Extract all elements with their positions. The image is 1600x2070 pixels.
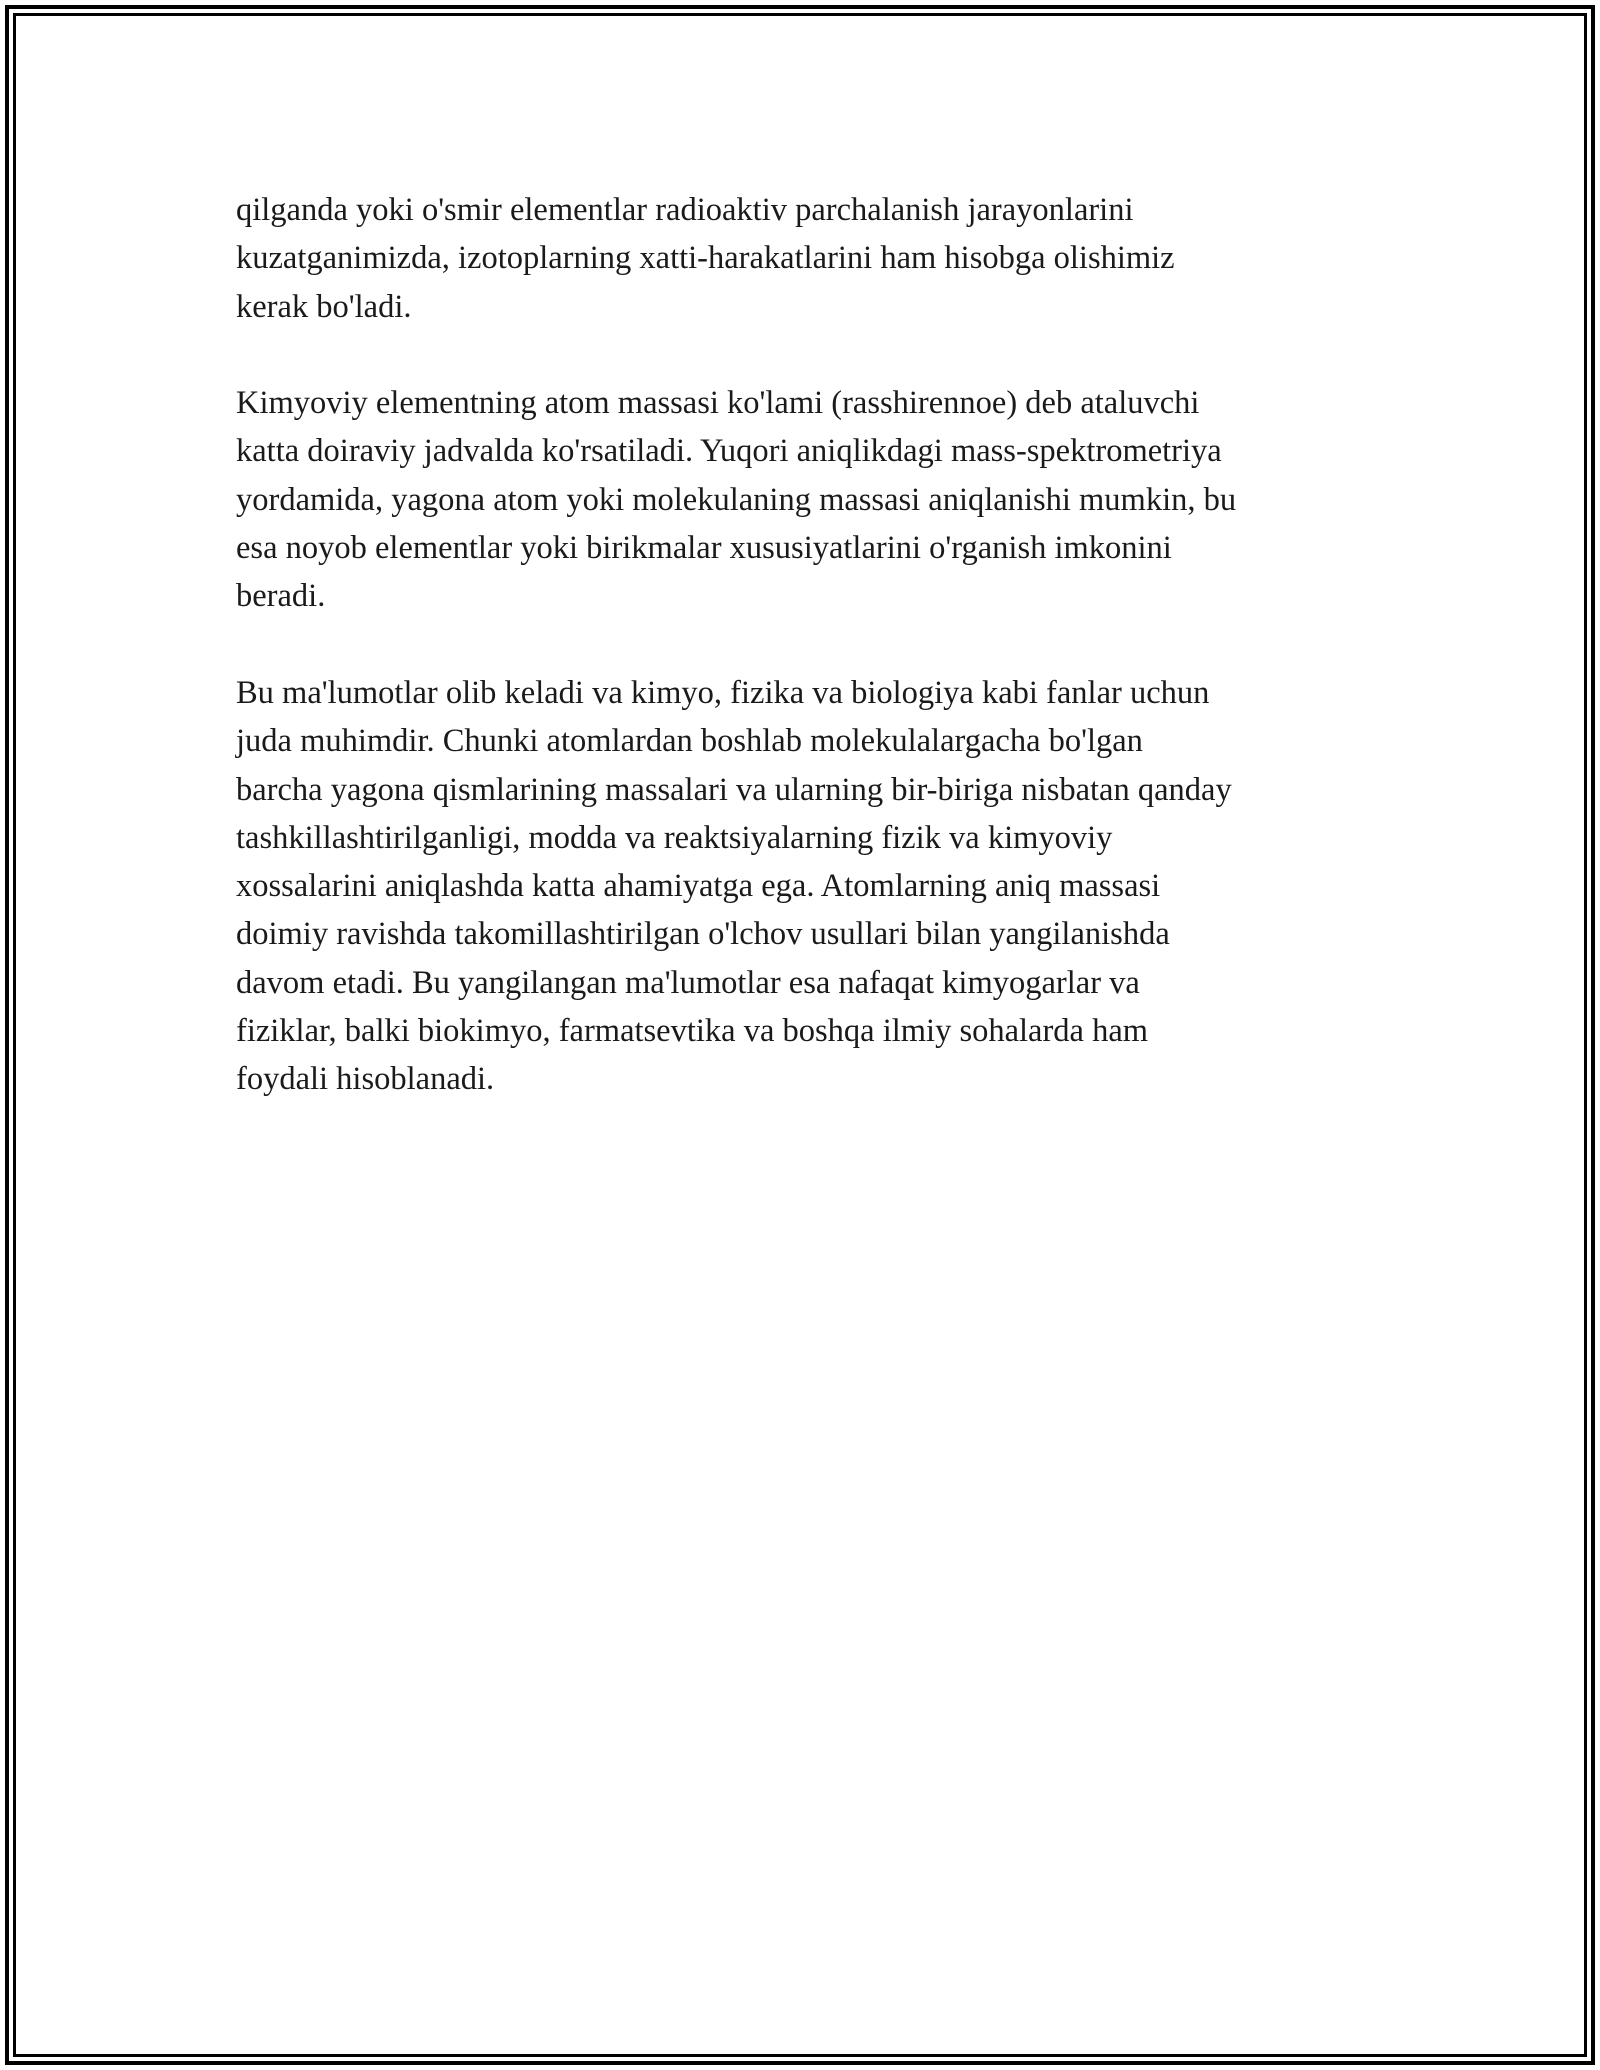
text-line: barcha yagona qismlarining massalari va ularning bir-biriga nisbatan qanday: [236, 771, 1232, 808]
text-line: juda muhimdir. Chunki atomlardan boshlab molekulalargacha bo'lgan: [236, 723, 1143, 760]
text-line: esa noyob elementlar yoki birikmalar xususiyatlarini o'rganish imkonini: [236, 530, 1172, 567]
text-line: kuzatganimizda, izotoplarning xatti-harakatlarini ham hisobga olishimiz: [236, 240, 1175, 277]
text-line: Bu ma'lumotlar olib keladi va kimyo, fizika va biologiya kabi fanlar uchun: [236, 674, 1210, 711]
text-line: foydali hisoblanadi.: [236, 1061, 495, 1098]
text-line: qilganda yoki o'smir elementlar radioaktiv parchalanish jarayonlarini: [236, 192, 1134, 228]
paragraph-1: [236, 186, 1386, 331]
text-line: katta doiraviy jadvalda ko'rsatiladi. Yuqori aniqlikdagi mass-spektrometriya: [236, 433, 1222, 470]
text-line: doimiy ravishda takomillashtirilgan o'lchov usullari bilan yangilanishda: [236, 916, 1170, 953]
text-line: beradi.: [236, 578, 326, 615]
text-line: yordamida, yagona atom yoki molekulaning massasi aniqlanishi mumkin, bu: [236, 481, 1237, 518]
document-body: [236, 186, 1386, 1104]
paragraph-2: [236, 379, 1386, 620]
text-line: tashkillashtirilganligi, modda va reaktsiyalarning fizik va kimyoviy: [236, 819, 1113, 856]
text-line: fiziklar, balki biokimyo, farmatsevtika va boshqa ilmiy sohalarda ham: [236, 1013, 1149, 1050]
text-line: kerak bo'ladi.: [236, 288, 412, 325]
paragraph-3: [236, 669, 1386, 1104]
text-line: Kimyoviy elementning atom massasi ko'lami (rasshirennoe) deb ataluvchi: [236, 385, 1200, 422]
text-line: davom etadi. Bu yangilangan ma'lumotlar esa nafaqat kimyogarlar va: [236, 964, 1140, 1001]
text-line: xossalarini aniqlashda katta ahamiyatga ega. Atomlarning aniq massasi: [236, 868, 1161, 905]
